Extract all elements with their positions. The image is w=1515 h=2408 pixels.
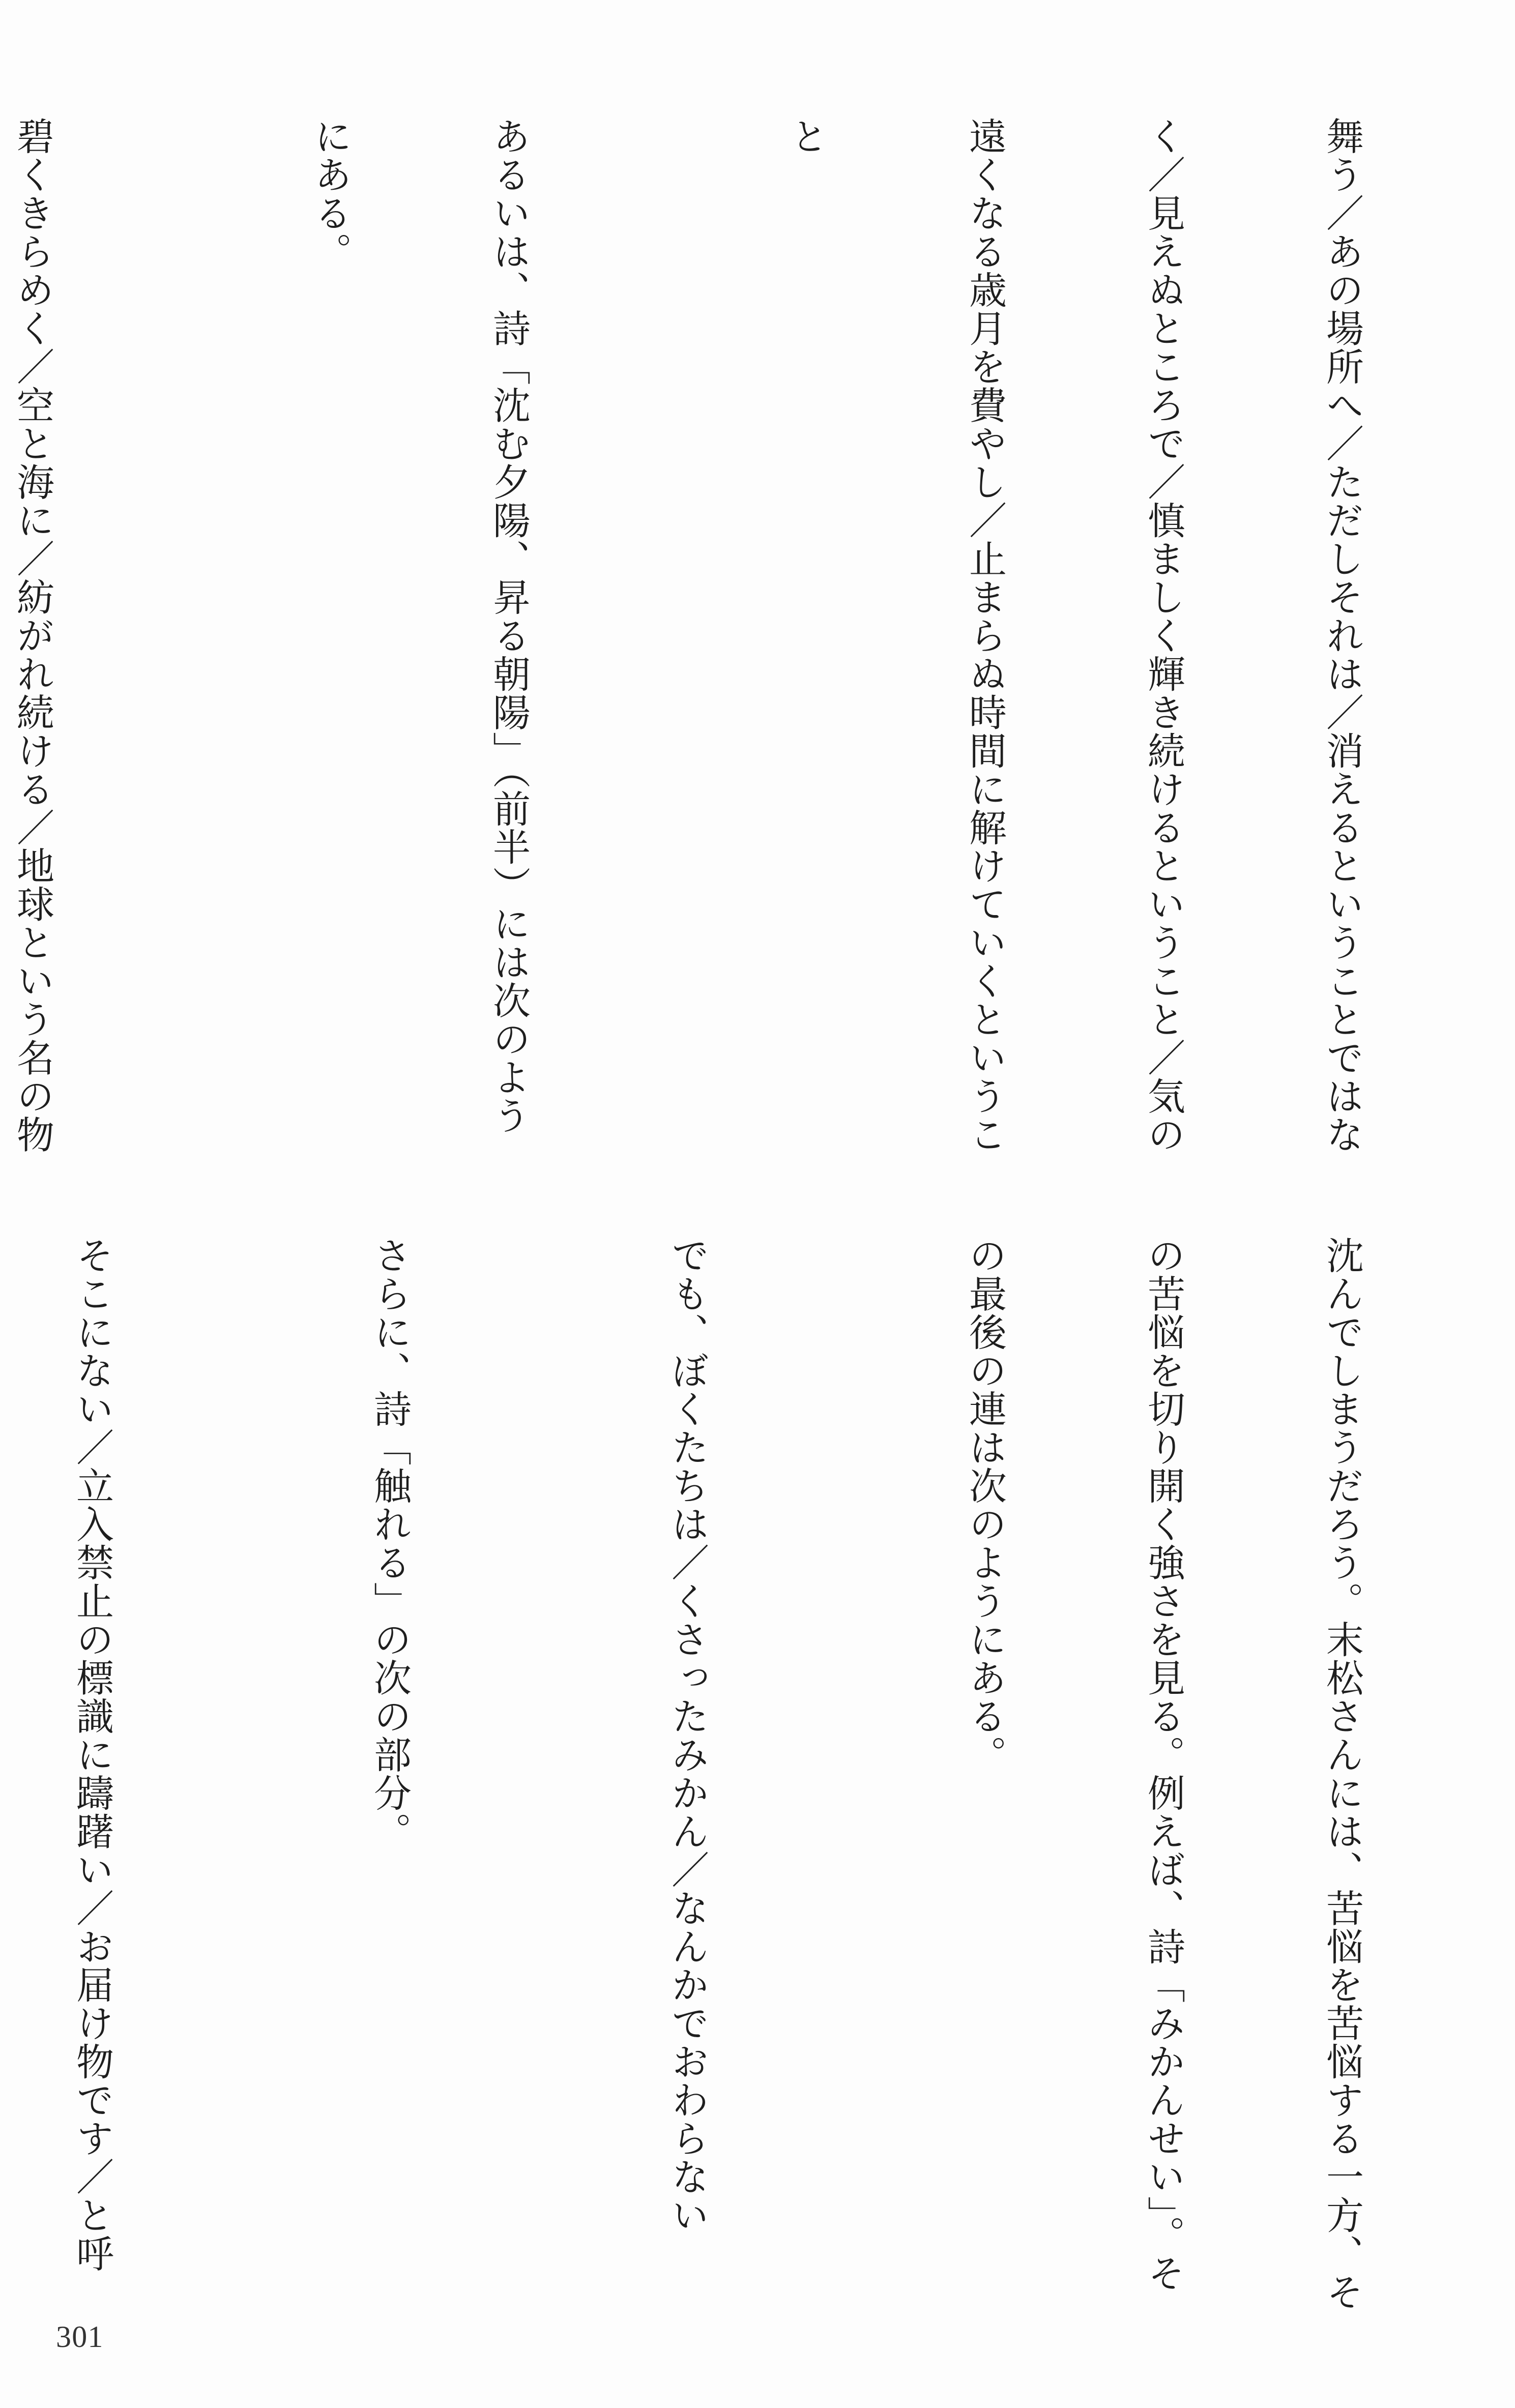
text-line: 舞う／あの場所へ／ただしそれは／消えるということではな [1320,117,1364,1154]
text-line: 碧くきらめく／空と海に／紡がれ続ける／地球という名の物 [11,117,54,1154]
top-text-block [0,117,1491,1221]
text-line: 遠くなる歳月を費やし／止まらぬ時間に解けていくというこ [963,117,1007,1154]
text-line: 沈んでしまうだろう。末松さんには、苦悩を苦悩する一方、そ [1320,1236,1364,2311]
text-line: さらに、詩「触れる」の次の部分。 [368,1236,412,1851]
text-line: く／見えぬところで／慎ましく輝き続けるということ／気の [1142,117,1185,1154]
bottom-text-block [0,1236,1491,2340]
text-line: と [784,117,828,156]
text-line: でも、ぼくたちは／くさったみかん／なんかでおわらない [665,1236,709,2235]
text-line: にある。 [308,117,352,271]
text-line: そこにない／立入禁止の標識に躊躇い／お届け物です／と呼 [70,1236,114,2273]
text-line: の苦悩を切り開く強さを見る。例えば、詩「みかんせい」。そ [1142,1236,1185,2293]
text-line: の最後の連は次のようにある。 [963,1236,1007,1774]
page-number: 301 [56,2320,104,2354]
text-line: あるいは、詩「沈む夕陽、昇る朝陽」（前半）には次のよう [487,117,531,1135]
